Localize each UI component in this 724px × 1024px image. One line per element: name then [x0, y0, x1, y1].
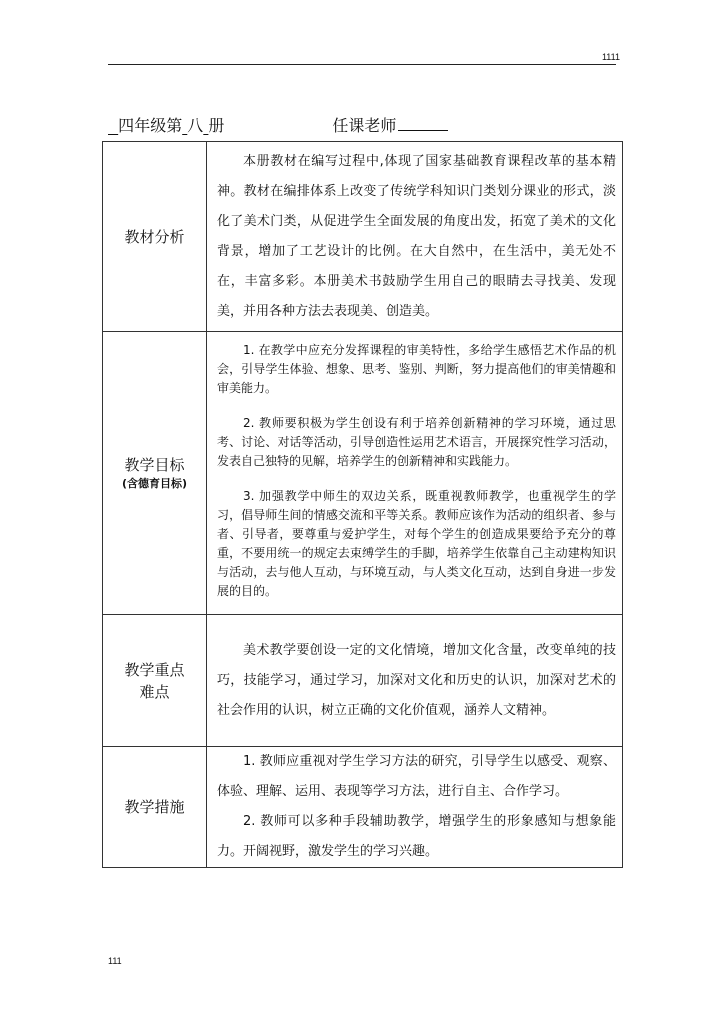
row-label-line1: 教学重点: [124, 660, 185, 679]
teacher-label: 任课老师: [332, 116, 397, 135]
row-label-main: 教学目标: [124, 456, 185, 474]
paragraph: 美术教学要创设一定的文化情境，增加文化含量，改变单纯的技巧，技能学习，通过学习，加深对文化和历史的认识，加深对艺术的社会作用的认识，树立正确的文化价值观，涵养人文精神。: [217, 642, 616, 718]
paragraph: 2. 教师可以多种手段辅助教学，增强学生的形象感知与想象能力。开阔视野，激发学生的学习兴趣。: [217, 814, 616, 859]
row-content: [207, 615, 623, 747]
paragraph-group: [207, 339, 622, 601]
table-row: [103, 142, 623, 332]
row-label-line2: 难点: [139, 682, 170, 701]
table-row: [103, 615, 623, 747]
volume-suffix: 册: [208, 116, 225, 135]
table-row: [103, 332, 623, 615]
page-title: [108, 114, 628, 140]
paragraph: 2. 教师要积极为学生创设有利于培养创新精神的学习环境，通过思考、讨论、对话等活动，引导创造性运用艺术语言，开展探究性学习活动，发表自己独特的见解，培养学生的创新精神和实践能力。: [217, 416, 616, 468]
header-page-number: 1111: [601, 52, 620, 62]
grade-suffix: 年级第: [134, 116, 183, 135]
header-rule: [108, 64, 616, 65]
paragraph: 本册教材在编写过程中,体现了国家基础教育课程改革的基本精神。教材在编排体系上改变了传统学科知识门类划分课业的形式，淡化了美术门类，从促进学生全面发展的角度出发，拓宽了美术的文化背景，增加了工艺设计的比例。在大自然中，在生活中，美无处不在，丰富多彩。本册美术书鼓励学生用自己的眼睛去寻找美、发现美，并用各种方法去表现美、创造美。: [217, 153, 616, 319]
table-row: [103, 747, 623, 868]
footer-page-number: 111: [108, 956, 122, 966]
row-content: [207, 747, 623, 868]
row-sublabel: (含德育目标): [121, 477, 188, 490]
row-label: [103, 332, 207, 615]
grade-value: 四: [118, 116, 135, 135]
row-content: [207, 142, 623, 332]
row-content: [207, 332, 623, 615]
row-label: 教材分析: [103, 142, 207, 332]
row-label: [103, 615, 207, 747]
paragraph: 1. 在教学中应充分发挥课程的审美特性，多给学生感悟艺术作品的机会，引导学生体验、想象、思考、鉴别、判断，努力提高他们的审美情趣和审美能力。: [217, 343, 616, 395]
teacher-blank: [398, 114, 448, 131]
volume-value: 八: [187, 116, 204, 135]
teaching-plan-table: [102, 141, 623, 868]
paragraph: 3. 加强教学中师生的双边关系，既重视教师教学，也重视学生的学习，倡导师生间的情感交流和平等关系。教师应该作为活动的组织者、参与者、引导者，要尊重与爱护学生，对每个学生的创造成果要给予充分的尊重，不要用统一的规定去束缚学生的手脚，培养学生依靠自己主动建构知识与活动，去与他人互动，与环境互动，与人类文化互动，达到自身进一步发展的目的。: [217, 489, 616, 598]
paragraph: 1. 教师应重视对学生学习方法的研究，引导学生以感受、观察、体验、理解、运用、表现等学习方法，进行自主、合作学习。: [217, 754, 616, 799]
row-label: 教学措施: [103, 747, 207, 868]
